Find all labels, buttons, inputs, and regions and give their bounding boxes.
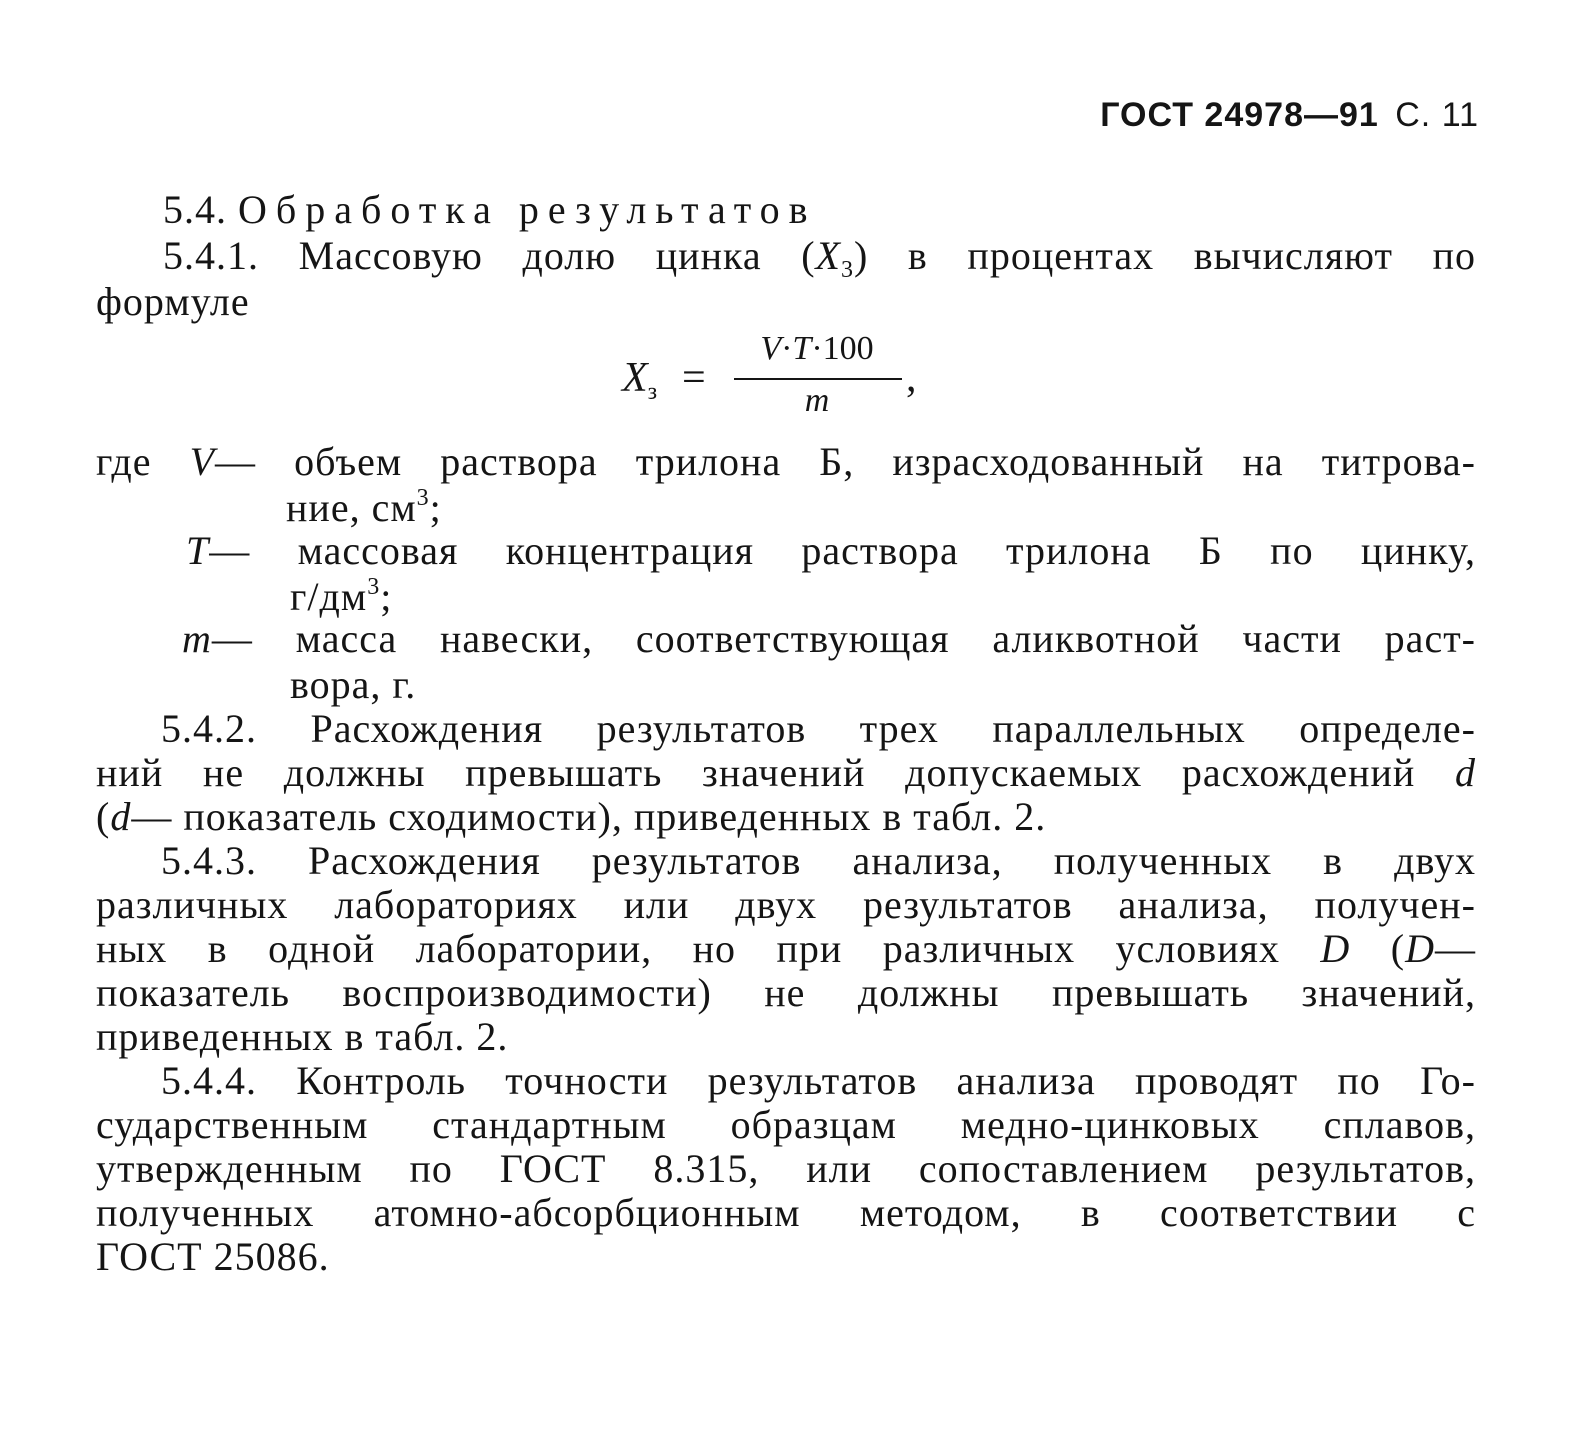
where-t-line-2: $г/дм^3$; bbox=[290, 574, 393, 619]
page-number: С. 11 bbox=[1395, 96, 1479, 134]
paragraph-5-4-3-line-4: показатель воспроизводимости) не должны превышать значений, bbox=[96, 970, 1476, 1015]
paragraph-5-4-3-line-5: приведенных в табл. 2. bbox=[96, 1014, 509, 1059]
section-number: 5.4. bbox=[163, 187, 227, 232]
paragraph-5-4-2-line-1: 5.4.2. Расхождения результатов трех параллельных определе- bbox=[161, 706, 1476, 751]
paragraph-5-4-3-line-1: 5.4.3. Расхождения результатов анализа, полученных в двух bbox=[161, 838, 1476, 883]
where-v-line-1: где V— объем раствора трилона Б, израсходованный на титрова- bbox=[96, 439, 1476, 484]
where-v-line-2: ние, $см^3$; bbox=[286, 485, 442, 530]
formula-numerator: V·T·100 bbox=[760, 330, 874, 367]
standard-number: ГОСТ 24978—91 bbox=[1100, 96, 1379, 134]
paragraph-5-4-2-line-2: ний не должны превышать значений допускаемых расхождений d bbox=[96, 750, 1477, 795]
formula-lhs: $X_з$ bbox=[622, 355, 658, 405]
formula-comma: , bbox=[906, 355, 917, 401]
paragraph-5-4-3-line-3: ных в одной лаборатории, но при различных условиях D (D— bbox=[96, 926, 1476, 971]
fraction-bar bbox=[734, 378, 902, 380]
paragraph-5-4-4-line-2: сударственным стандартным образцам медно-цинковых сплавов, bbox=[96, 1102, 1476, 1147]
formula-equals: = bbox=[682, 355, 706, 401]
formula bbox=[622, 330, 942, 420]
page-header bbox=[1100, 96, 1479, 135]
paragraph-5-4-2-line-3: (d— показатель сходимости), приведенных в табл. 2. bbox=[96, 794, 1047, 839]
where-m-line-2: вора, г. bbox=[290, 662, 417, 707]
paragraph-5-4-4-line-1: 5.4.4. Контроль точности результатов анализа проводят по Го- bbox=[161, 1058, 1476, 1103]
section-heading bbox=[163, 186, 817, 233]
formula-denominator: m bbox=[804, 382, 830, 419]
where-m-line-1: m— масса навески, соответствующая аликвотной части раст- bbox=[182, 616, 1476, 661]
where-t-line-1: T— массовая концентрация раствора трилона Б по цинку, bbox=[186, 528, 1476, 573]
section-title: Обработка результатов bbox=[238, 187, 817, 232]
paragraph-5-4-1-line-1: 5.4.1. Массовую долю цинка $(X_3)$ в процентах вычисляют по bbox=[163, 233, 1476, 283]
paragraph-5-4-4-line-3: утвержденным по ГОСТ 8.315, или сопоставлением результатов, bbox=[96, 1146, 1476, 1191]
paragraph-5-4-4-line-5: ГОСТ 25086. bbox=[96, 1234, 330, 1279]
paragraph-5-4-4-line-4: полученных атомно-абсорбционным методом, в соответствии с bbox=[96, 1190, 1476, 1235]
paragraph-5-4-1-line-2: формуле bbox=[96, 279, 250, 324]
paragraph-5-4-3-line-2: различных лабораториях или двух результатов анализа, получен- bbox=[96, 882, 1476, 927]
